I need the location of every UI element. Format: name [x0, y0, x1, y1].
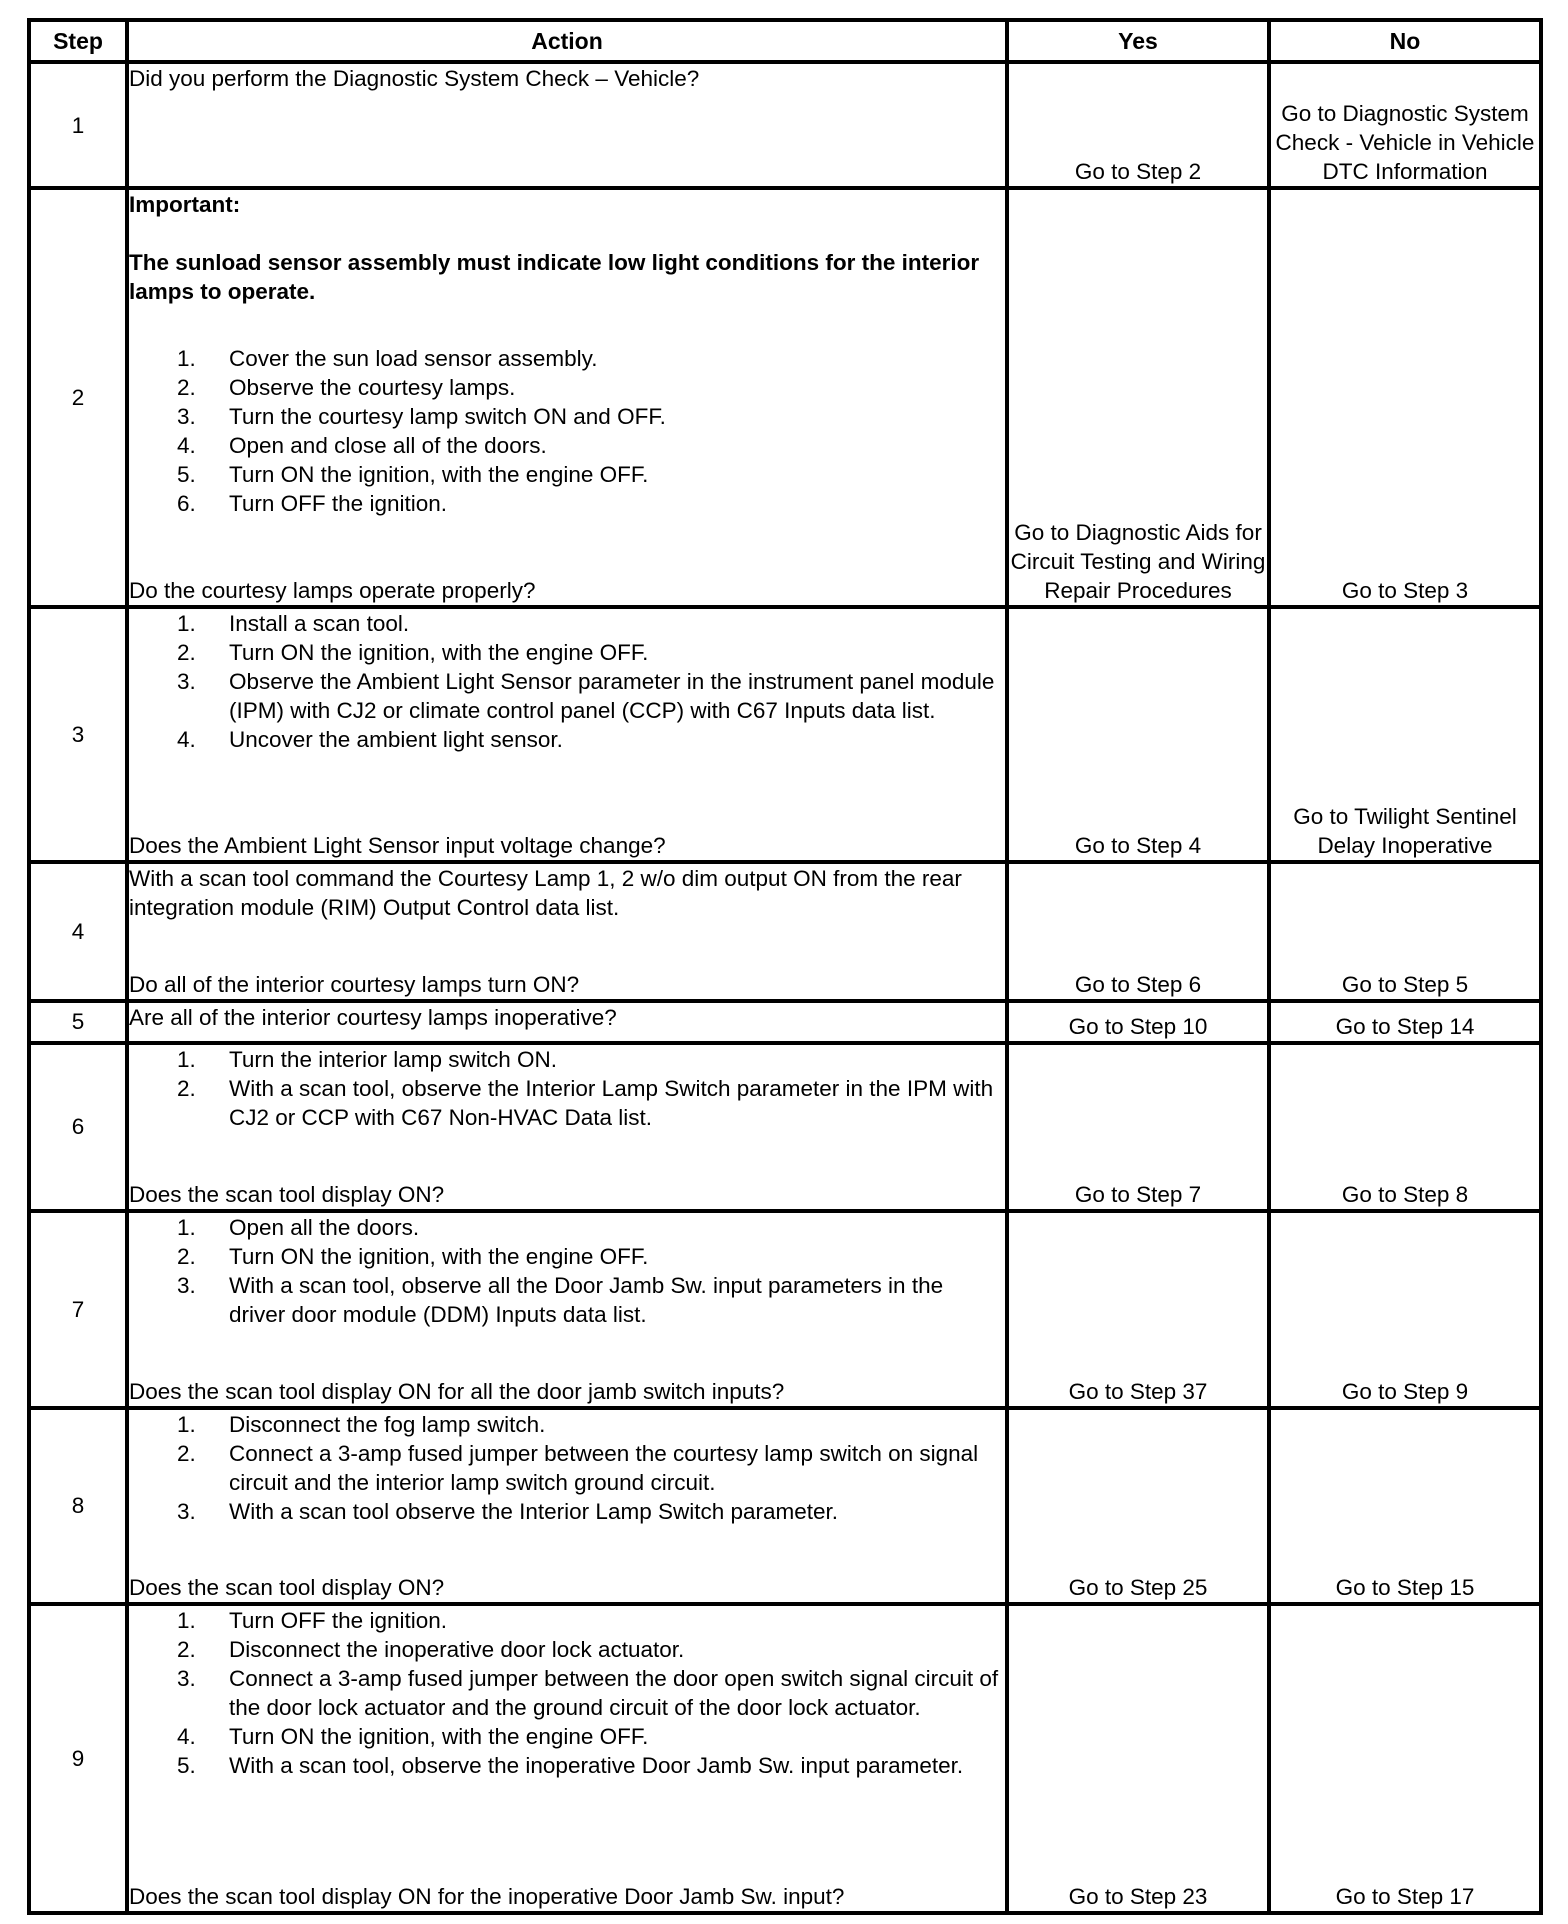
list-item-text: Open and close all of the doors.	[229, 433, 547, 459]
action-body	[129, 1213, 1005, 1329]
action-cell	[127, 62, 1007, 188]
list-item	[129, 638, 1005, 667]
list-item-text: Turn the courtesy lamp switch ON and OFF.	[229, 404, 666, 430]
list-item-number: 1.	[177, 611, 196, 637]
yes-result: Go to Step 10	[1007, 1001, 1269, 1043]
action-question: Does the scan tool display ON?	[129, 1182, 445, 1208]
list-item	[129, 1242, 1005, 1271]
header-no: No	[1269, 20, 1541, 62]
list-item	[129, 1722, 1005, 1751]
list-item-number: 3.	[177, 1666, 196, 1692]
yes-result: Go to Diagnostic Aids for Circuit Testing and Wiring Repair Procedures	[1007, 188, 1269, 607]
action-body	[129, 1045, 1005, 1132]
list-item	[129, 1045, 1005, 1074]
yes-result: Go to Step 37	[1007, 1211, 1269, 1408]
step-number: 4	[29, 862, 127, 1000]
table-row	[29, 62, 1541, 188]
table-row	[29, 188, 1541, 607]
list-item-text: Connect a 3-amp fused jumper between the door open switch signal circuit of the door lock actuator and the ground circuit of the door lock actuator.	[229, 1666, 999, 1721]
action-cell	[127, 1408, 1007, 1605]
table-row	[29, 1043, 1541, 1211]
list-item-number: 6.	[177, 491, 196, 517]
important-note: The sunload sensor assembly must indicate low light conditions for the interior lamps to operate.	[129, 250, 980, 305]
list-item	[129, 1635, 1005, 1664]
action-question: Does the scan tool display ON for the inoperative Door Jamb Sw. input?	[129, 1884, 845, 1909]
action-cell	[127, 1604, 1007, 1913]
list-item	[129, 373, 1005, 402]
action-question: Do the courtesy lamps operate properly?	[129, 578, 536, 604]
action-cell	[127, 607, 1007, 862]
yes-result: Go to Step 7	[1007, 1043, 1269, 1211]
no-result: Go to Step 8	[1269, 1043, 1541, 1211]
header-step: Step	[29, 20, 127, 62]
list-item-text: Disconnect the fog lamp switch.	[229, 1411, 546, 1437]
table-row	[29, 607, 1541, 862]
list-item-text: Cover the sun load sensor assembly.	[229, 346, 598, 372]
header-action: Action	[127, 20, 1007, 62]
action-question: Do all of the interior courtesy lamps turn ON?	[129, 971, 580, 997]
no-result: Go to Step 15	[1269, 1408, 1541, 1605]
no-result: Go to Step 14	[1269, 1001, 1541, 1043]
action-cell	[127, 1211, 1007, 1408]
step-number: 1	[29, 62, 127, 188]
list-item-text: With a scan tool, observe all the Door Jamb Sw. input parameters in the driver door module (DDM) Inputs data list.	[229, 1273, 944, 1328]
procedure-list	[129, 344, 1005, 518]
step-number: 7	[29, 1211, 127, 1408]
table-row	[29, 1604, 1541, 1913]
action-text: Did you perform the Diagnostic System Check – Vehicle?	[129, 66, 700, 91]
list-item-number: 3.	[177, 1273, 196, 1299]
yes-result: Go to Step 4	[1007, 607, 1269, 862]
action-text: Are all of the interior courtesy lamps inoperative?	[129, 1004, 617, 1030]
action-content	[129, 1003, 1005, 1041]
list-item	[129, 402, 1005, 431]
action-content	[129, 864, 1005, 998]
list-item	[129, 1074, 1005, 1132]
step-number: 6	[29, 1043, 127, 1211]
action-question: Does the scan tool display ON?	[129, 1575, 445, 1601]
list-item	[129, 609, 1005, 638]
yes-result: Go to Step 6	[1007, 862, 1269, 1000]
table-row	[29, 1001, 1541, 1043]
list-item	[129, 344, 1005, 373]
list-item-text: Turn the interior lamp switch ON.	[229, 1046, 558, 1072]
no-result: Go to Twilight Sentinel Delay Inoperative	[1269, 607, 1541, 862]
list-item-number: 1.	[177, 1215, 196, 1241]
action-cell	[127, 1001, 1007, 1043]
action-body	[129, 1003, 1005, 1032]
list-item-text: Observe the Ambient Light Sensor parameter in the instrument panel module (IPM) with CJ2 or climate control panel (CCP) with C67 Inputs data list.	[229, 669, 995, 724]
step-number: 3	[29, 607, 127, 862]
procedure-list	[129, 1606, 1005, 1780]
action-body	[129, 1606, 1005, 1780]
list-item-text: With a scan tool, observe the inoperative Door Jamb Sw. input parameter.	[229, 1753, 964, 1779]
list-item	[129, 460, 1005, 489]
no-result: Go to Step 5	[1269, 862, 1541, 1000]
list-item-number: 3.	[177, 404, 196, 430]
list-item-number: 2.	[177, 1440, 196, 1466]
action-content	[129, 1213, 1005, 1406]
list-item	[129, 1664, 1005, 1722]
procedure-list	[129, 609, 1005, 754]
list-item-number: 1.	[177, 346, 196, 372]
list-item-text: Turn OFF the ignition.	[229, 491, 448, 517]
procedure-list	[129, 1410, 1005, 1526]
table-row	[29, 862, 1541, 1000]
table-row	[29, 1408, 1541, 1605]
action-body	[129, 190, 1005, 518]
list-item-text: Connect a 3-amp fused jumper between the courtesy lamp switch on signal circuit and the interior lamp switch ground circuit.	[229, 1440, 979, 1495]
no-result: Go to Step 9	[1269, 1211, 1541, 1408]
list-item-number: 1.	[177, 1608, 196, 1634]
action-content	[129, 190, 1005, 605]
action-cell	[127, 188, 1007, 607]
list-item-text: Turn ON the ignition, with the engine OFF.	[229, 640, 649, 666]
list-item-number: 2.	[177, 640, 196, 666]
action-content	[129, 609, 1005, 860]
list-item-text: Turn OFF the ignition.	[229, 1608, 448, 1634]
list-item-number: 5.	[177, 1753, 196, 1779]
procedure-list	[129, 1213, 1005, 1329]
list-item-text: Install a scan tool.	[229, 611, 410, 637]
list-item	[129, 1751, 1005, 1780]
action-cell	[127, 862, 1007, 1000]
list-item-number: 2.	[177, 1075, 196, 1101]
list-item-text: Uncover the ambient light sensor.	[229, 727, 563, 753]
list-item	[129, 1213, 1005, 1242]
list-item	[129, 725, 1005, 754]
list-item-number: 1.	[177, 1411, 196, 1437]
list-item-number: 4.	[177, 433, 196, 459]
action-cell	[127, 1043, 1007, 1211]
list-item-number: 2.	[177, 1244, 196, 1270]
list-item	[129, 1439, 1005, 1497]
action-text: With a scan tool command the Courtesy Lamp 1, 2 w/o dim output ON from the rear integration module (RIM) Output Control data list.	[129, 866, 962, 921]
yes-result: Go to Step 25	[1007, 1408, 1269, 1605]
step-number: 9	[29, 1604, 127, 1913]
list-item-number: 5.	[177, 462, 196, 488]
list-item-number: 4.	[177, 727, 196, 753]
list-item-number: 3.	[177, 1498, 196, 1524]
action-body	[129, 864, 1005, 922]
action-content	[129, 1606, 1005, 1911]
list-item-number: 1.	[177, 1046, 196, 1072]
list-item-text: Disconnect the inoperative door lock actuator.	[229, 1637, 685, 1663]
list-item-text: Turn ON the ignition, with the engine OFF.	[229, 1244, 649, 1270]
list-item-number: 2.	[177, 375, 196, 401]
header-yes: Yes	[1007, 20, 1269, 62]
table-row	[29, 1211, 1541, 1408]
action-question: Does the Ambient Light Sensor input voltage change?	[129, 833, 666, 859]
diagnostic-table	[27, 18, 1543, 1915]
list-item	[129, 489, 1005, 518]
list-item-number: 3.	[177, 669, 196, 695]
step-number: 5	[29, 1001, 127, 1043]
list-item-number: 2.	[177, 1637, 196, 1663]
no-result: Go to Step 3	[1269, 188, 1541, 607]
header-row	[29, 20, 1541, 62]
action-body	[129, 1410, 1005, 1526]
list-item	[129, 1606, 1005, 1635]
list-item-text: Observe the courtesy lamps.	[229, 375, 516, 401]
yes-result: Go to Step 23	[1007, 1604, 1269, 1913]
list-item-text: With a scan tool observe the Interior Lamp Switch parameter.	[229, 1498, 839, 1524]
action-question: Does the scan tool display ON for all the door jamb switch inputs?	[129, 1378, 785, 1404]
list-item	[129, 1410, 1005, 1439]
important-label: Important:	[129, 192, 241, 218]
action-content	[129, 64, 1005, 186]
list-item	[129, 431, 1005, 460]
list-item	[129, 667, 1005, 725]
list-item	[129, 1271, 1005, 1329]
action-content	[129, 1410, 1005, 1603]
list-item-text: With a scan tool, observe the Interior Lamp Switch parameter in the IPM with CJ2 or CCP with C67 Non-HVAC Data list.	[229, 1075, 994, 1130]
step-number: 2	[29, 188, 127, 607]
action-content	[129, 1045, 1005, 1209]
procedure-list	[129, 1045, 1005, 1132]
yes-result: Go to Step 2	[1007, 62, 1269, 188]
step-number: 8	[29, 1408, 127, 1605]
list-item	[129, 1497, 1005, 1526]
list-item-text: Open all the doors.	[229, 1215, 420, 1241]
list-item-number: 4.	[177, 1724, 196, 1750]
list-item-text: Turn ON the ignition, with the engine OFF.	[229, 462, 649, 488]
action-body	[129, 609, 1005, 754]
action-body	[129, 64, 1005, 93]
no-result: Go to Step 17	[1269, 1604, 1541, 1913]
no-result: Go to Diagnostic System Check - Vehicle in Vehicle DTC Information	[1269, 62, 1541, 188]
list-item-text: Turn ON the ignition, with the engine OFF.	[229, 1724, 649, 1750]
